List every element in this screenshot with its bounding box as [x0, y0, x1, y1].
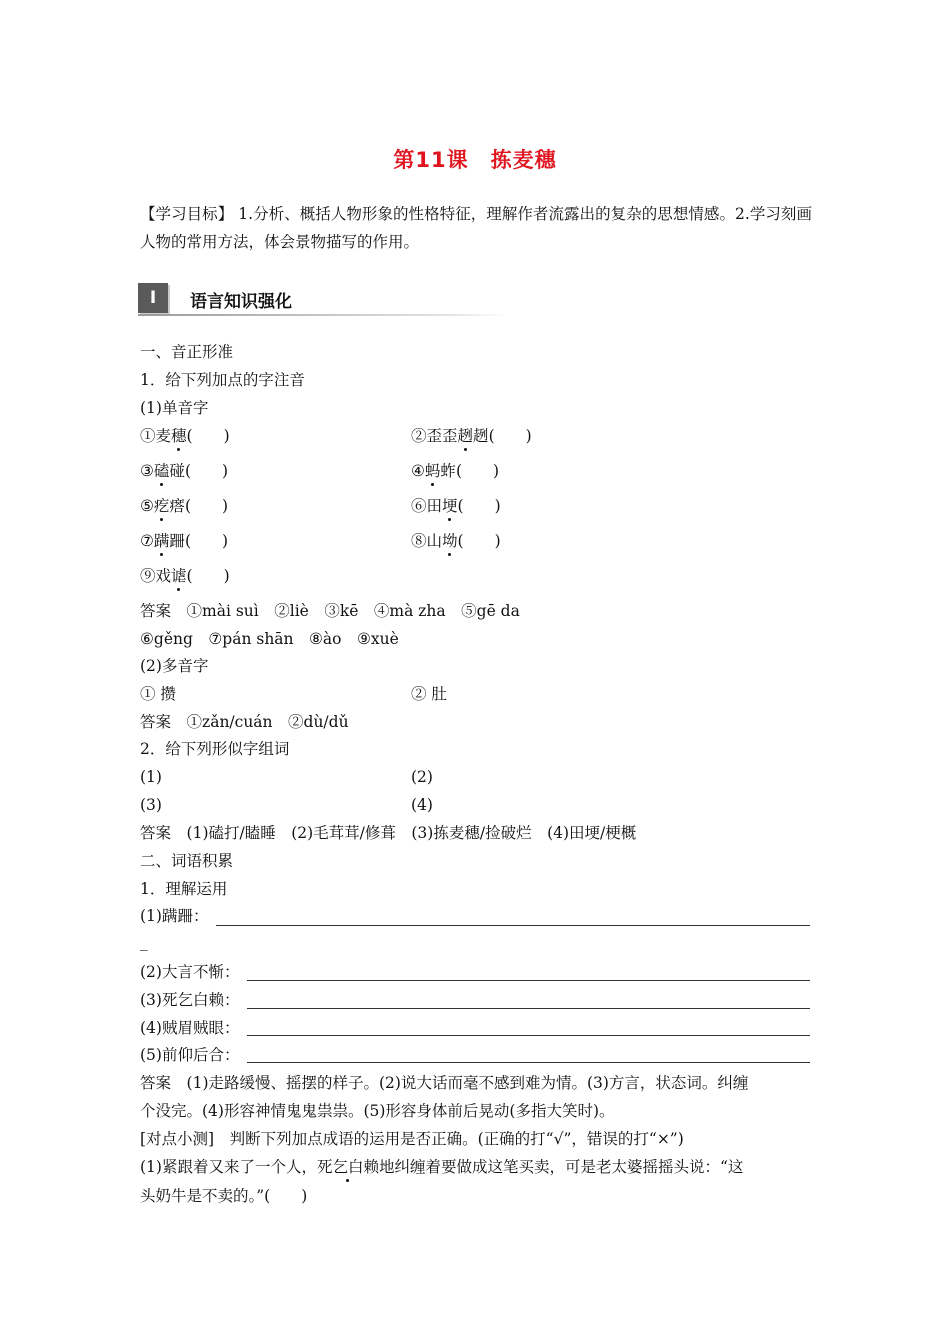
- answer-blank[interactable]: ( ): [457, 532, 501, 550]
- q2-cell-3: (3): [140, 796, 162, 814]
- dotted-char: 趔: [457, 427, 474, 445]
- term-5: (5)前仰后合：: [140, 1046, 240, 1064]
- item-3: ③磕碰( ): [140, 462, 229, 480]
- term-3: (3)死乞白赖：: [140, 991, 240, 1009]
- section-rule: [138, 314, 508, 316]
- item-5: ⑤疙瘩( ): [140, 497, 229, 515]
- test-instruction: [对点小测] 判断下列加点成语的运用是否正确。(正确的打“√”，错误的打“×”): [140, 1130, 684, 1148]
- part2-q1-title: 1．理解运用: [140, 880, 228, 898]
- answer-blank[interactable]: ( ): [488, 427, 532, 445]
- q2-cell-2: (2): [411, 768, 433, 786]
- section-badge: I: [138, 283, 168, 313]
- answer-blank[interactable]: ( ): [186, 427, 230, 445]
- dotted-char: 穗: [171, 427, 187, 445]
- dotted-char: 疙: [153, 497, 170, 515]
- test-item-1-line2: 头奶牛是不卖的。”( ): [140, 1187, 308, 1205]
- dotted-char: 埂: [442, 497, 458, 515]
- fill-line-5[interactable]: [247, 1062, 810, 1063]
- item-8: ⑧山坳( ): [411, 532, 501, 550]
- objective-text: 1.分析、概括人物形象的性格特征，理解作者流露出的复杂的思想情感。2.学习刻画人物的常用方法，体会景物描写的作用。: [140, 205, 812, 251]
- section-header: [138, 283, 518, 317]
- overflow-mark: _: [140, 933, 148, 951]
- lesson-title: 第11课 拣麦穗: [393, 148, 557, 172]
- answer-4-line2: 个没完。(4)形容神情鬼鬼祟祟。(5)形容身体前后晃动(多指大笑时)。: [140, 1102, 615, 1120]
- learning-objective: [140, 200, 812, 256]
- fill-line-2[interactable]: [247, 980, 810, 981]
- answer-blank[interactable]: ( ): [184, 532, 229, 550]
- item-9: ⑨戏谑( ): [140, 567, 230, 585]
- item-1: ①麦穗( ): [140, 427, 230, 445]
- dotted-idiom: 死乞白赖: [316, 1158, 379, 1176]
- dotted-char: 蚂: [424, 462, 441, 480]
- q2-cell-4: (4): [411, 796, 433, 814]
- dotted-char: 磕: [153, 462, 170, 480]
- fill-line-4[interactable]: [247, 1035, 810, 1036]
- dotted-char: 蹒: [153, 532, 170, 550]
- fill-line-1[interactable]: [216, 925, 810, 926]
- answer-blank[interactable]: ( ): [184, 497, 229, 515]
- dotted-char: 谑: [171, 567, 187, 585]
- poly-item-1: ① 攒: [140, 685, 176, 703]
- dotted-char: 坳: [442, 532, 458, 550]
- fill-line-3[interactable]: [247, 1008, 810, 1009]
- section-title: 语言知识强化: [190, 292, 292, 312]
- answer-blank[interactable]: ( ): [184, 462, 229, 480]
- objective-label: 【学习目标】: [140, 205, 234, 223]
- item-2: ②歪歪趔趔( ): [411, 427, 532, 445]
- answer-blank[interactable]: ( ): [186, 567, 230, 585]
- item-4: ④蚂蚱( ): [411, 462, 500, 480]
- q2-title: 2．给下列形似字组词: [140, 740, 290, 758]
- answer-1-line1: 答案 ①mài suì ②liè ③kē ④mà zha ⑤gē da: [140, 602, 520, 620]
- term-4: (4)贼眉贼眼：: [140, 1019, 240, 1037]
- q1-sub2: (2)多音字: [140, 657, 209, 675]
- answer-2: 答案 ①zǎn/cuán ②dù/dǔ: [140, 713, 349, 731]
- q1-title: 1．给下列加点的字注音: [140, 371, 305, 389]
- term-1: (1)蹒跚：: [140, 907, 209, 925]
- q1-sub1: (1)单音字: [140, 399, 209, 417]
- answer-4-line1: 答案 (1)走路缓慢、摇摆的样子。(2)说大话而毫不感到难为情。(3)方言，状态词。纠缠: [140, 1074, 749, 1092]
- term-2: (2)大言不惭：: [140, 963, 240, 981]
- answer-1-line2: ⑥gěng ⑦pán shān ⑧ào ⑨xuè: [140, 630, 399, 648]
- answer-blank[interactable]: ( ): [455, 462, 500, 480]
- item-7: ⑦蹒跚( ): [140, 532, 229, 550]
- test-item-1-line1: (1)紧跟着又来了一个人，死乞白赖地纠缠着要做成这笔买卖，可是老太婆摇摇头说：“这: [140, 1158, 744, 1176]
- poly-item-2: ② 肚: [411, 685, 447, 703]
- answer-blank[interactable]: ( ): [457, 497, 501, 515]
- q2-cell-1: (1): [140, 768, 162, 786]
- part2-heading: 二、词语积累: [140, 852, 234, 870]
- answer-3: 答案 (1)磕打/瞌睡 (2)毛茸茸/修葺 (3)拣麦穗/捡破烂 (4)田埂/梗概: [140, 824, 637, 842]
- item-6: ⑥田埂( ): [411, 497, 501, 515]
- part1-heading: 一、音正形准: [140, 343, 234, 361]
